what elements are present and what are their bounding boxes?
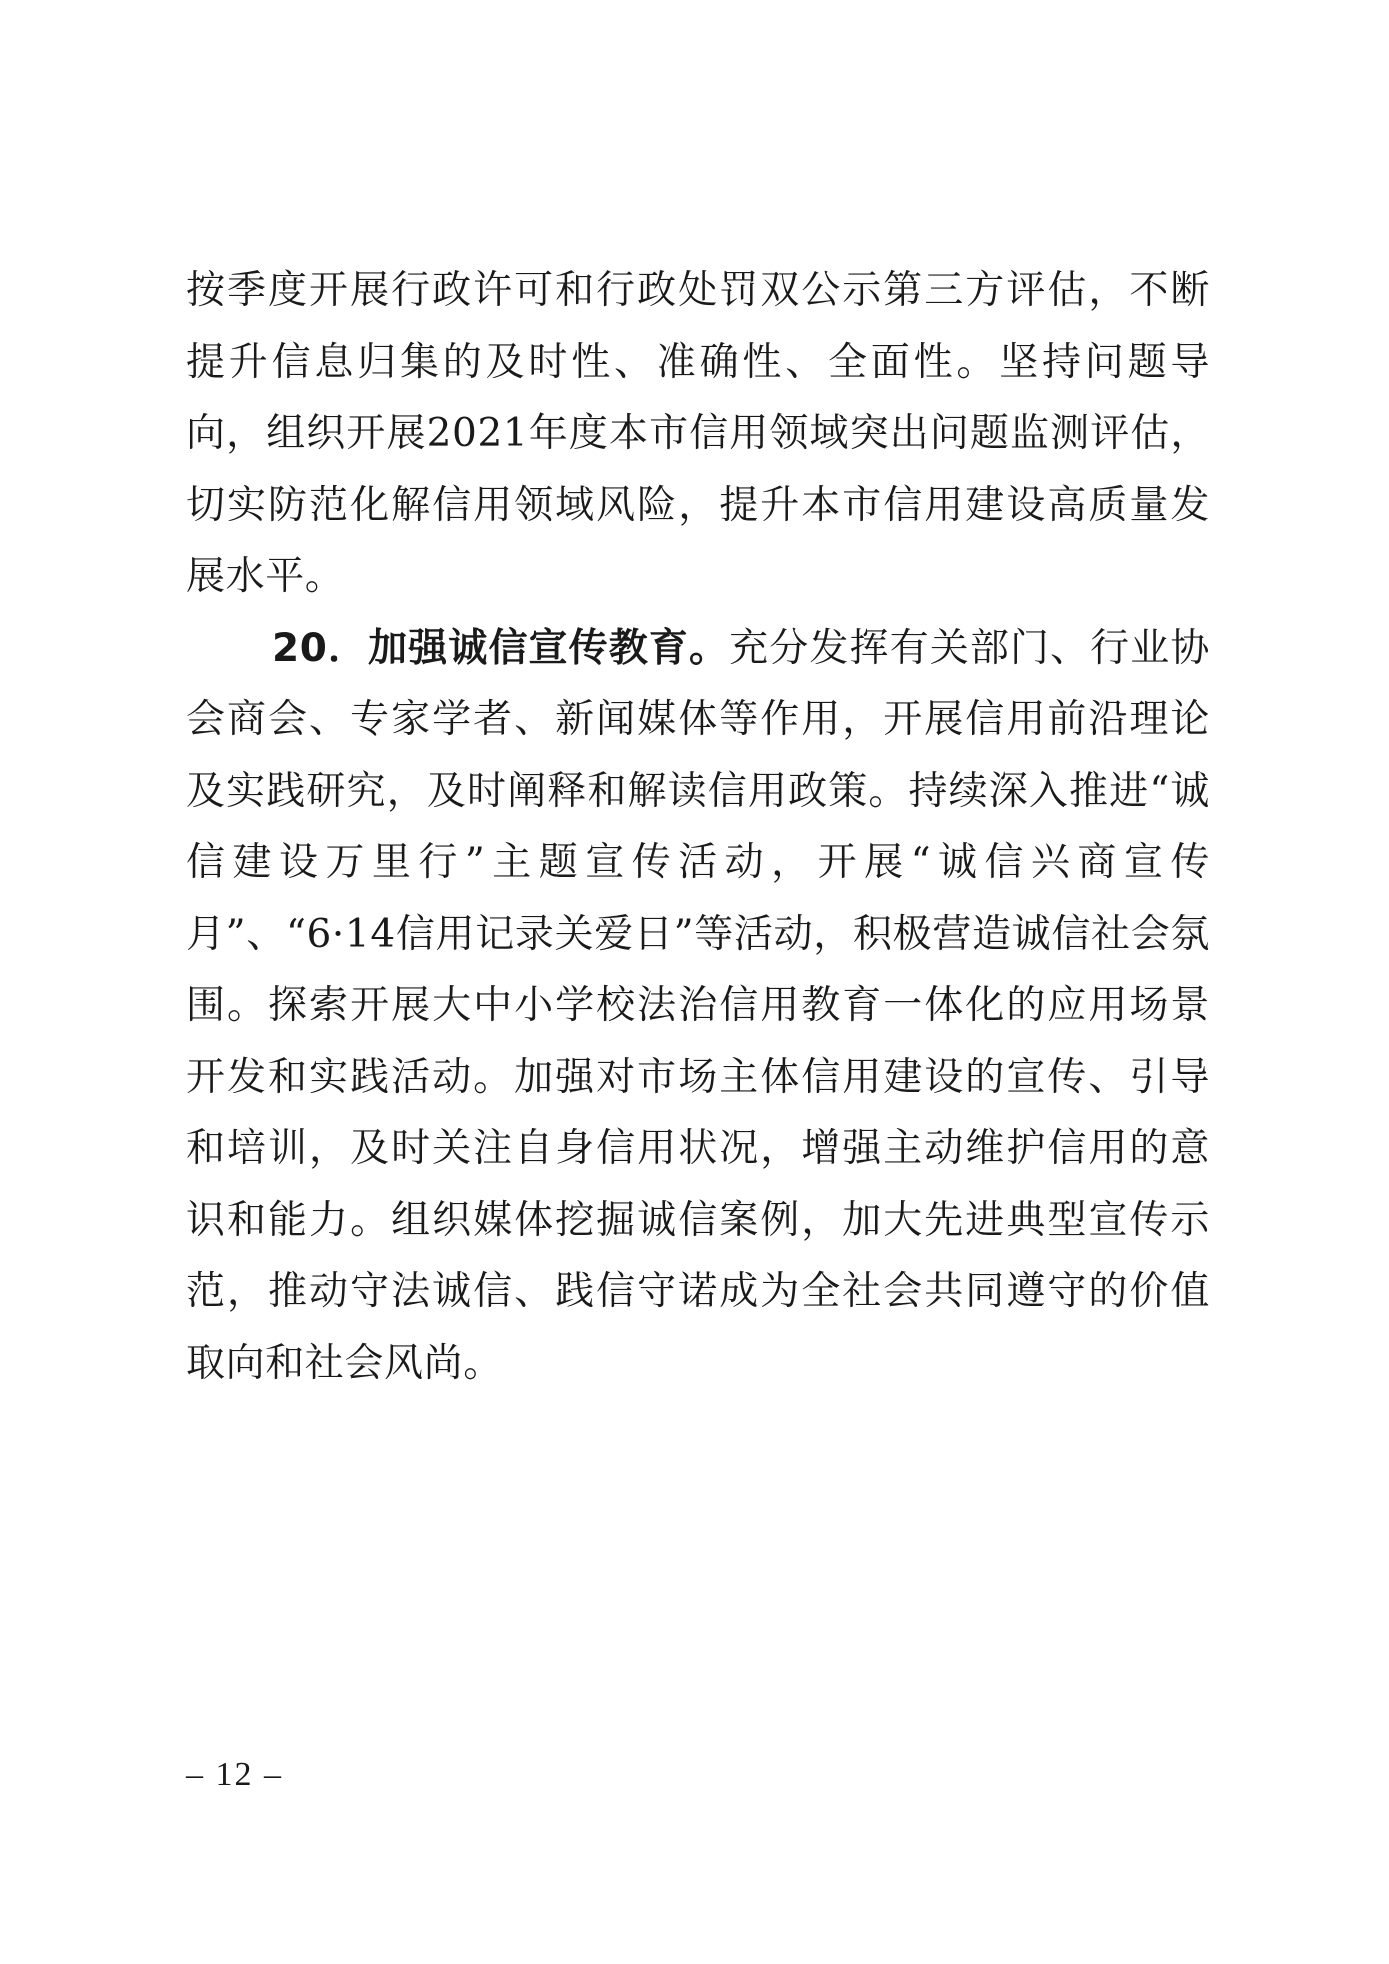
paragraph-continuation: 按季度开展行政许可和行政处罚双公示第三方评估，不断提升信息归集的及时性、准确性、全面性。坚持问题导向，组织开展2021年度本市信用领域突出问题监测评估，切实防范化解信用领域风险，提升本市信用建设高质量发展水平。 [186,268,1210,599]
body-text [186,255,1210,1399]
section-heading: 20．加强诚信宣传教育。 [272,625,730,671]
paragraph-20 [186,613,1210,1400]
page-number: – 12 – [186,1756,283,1793]
paragraph-body: 充分发挥有关部门、行业协会商会、专家学者、新闻媒体等作用，开展信用前沿理论及实践研究，及时阐释和解读信用政策。持续深入推进“诚信建设万里行”主题宣传活动，开展“诚信兴商宣传月”、“6·14信用记录关爱日”等活动，积极营造诚信社会氛围。探索开展大中小学校法治信用教育一体化的应用场景开发和实践活动。加强对市场主体信用建设的宣传、引导和培训，及时关注自身信用状况，增强主动维护信用的意识和能力。组织媒体挖掘诚信案例，加大先进典型宣传示范，推动守法诚信、践信守诺成为全社会共同遵守的价值取向和社会风尚。 [186,625,1210,1386]
